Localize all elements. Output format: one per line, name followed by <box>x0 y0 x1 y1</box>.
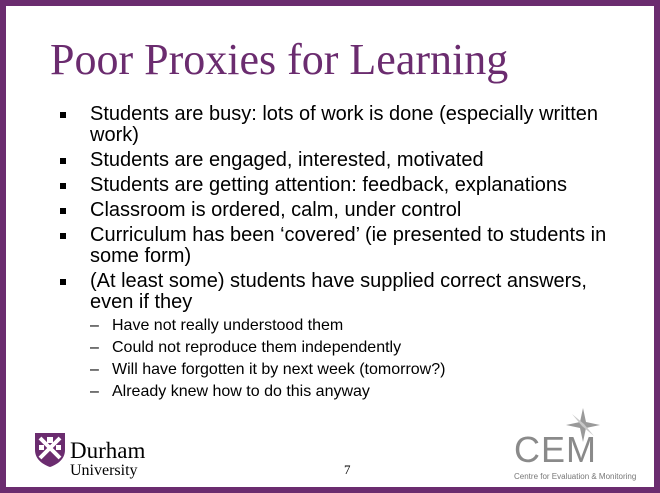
cem-logo <box>508 408 658 492</box>
durham-logo <box>34 428 164 484</box>
bullet-text: Students are busy: lots of work is done (especially written work) <box>90 103 599 146</box>
slide-title: Poor Proxies for Learning <box>50 35 509 84</box>
sub-bullet-list <box>90 317 632 401</box>
bullet-list <box>52 104 632 405</box>
cem-name: CEM <box>514 429 597 470</box>
bullet-text: Students are engaged, interested, motivated <box>90 149 484 171</box>
durham-name: Durham <box>70 438 146 463</box>
bullet-text: Students are getting attention: feedback, explanations <box>90 174 568 196</box>
bullet-item <box>52 104 632 146</box>
bullet-item <box>52 200 632 221</box>
bullet-item <box>52 225 632 267</box>
bullet-text: Classroom is ordered, calm, under control <box>90 199 462 221</box>
page-number: 7 <box>344 462 351 477</box>
sub-bullet-item: – Already knew how to do this anyway <box>90 383 632 401</box>
bullet-text: (At least some) students have supplied correct answers, even if they <box>90 270 587 313</box>
sub-bullet-item: – Will have forgotten it by next week (tomorrow?) <box>90 361 632 379</box>
cem-sub: Centre for Evaluation & Monitoring <box>514 472 637 481</box>
sub-bullet-item: – Have not really understood them <box>90 317 632 335</box>
bullet-item <box>52 271 632 401</box>
durham-sub: University <box>70 462 138 479</box>
bullet-item <box>52 150 632 171</box>
durham-crest-icon <box>34 432 66 468</box>
sub-bullet-item: – Could not reproduce them independently <box>90 339 632 357</box>
bullet-text: Curriculum has been ‘covered’ (ie presented to students in some form) <box>90 224 607 267</box>
bullet-item <box>52 175 632 196</box>
